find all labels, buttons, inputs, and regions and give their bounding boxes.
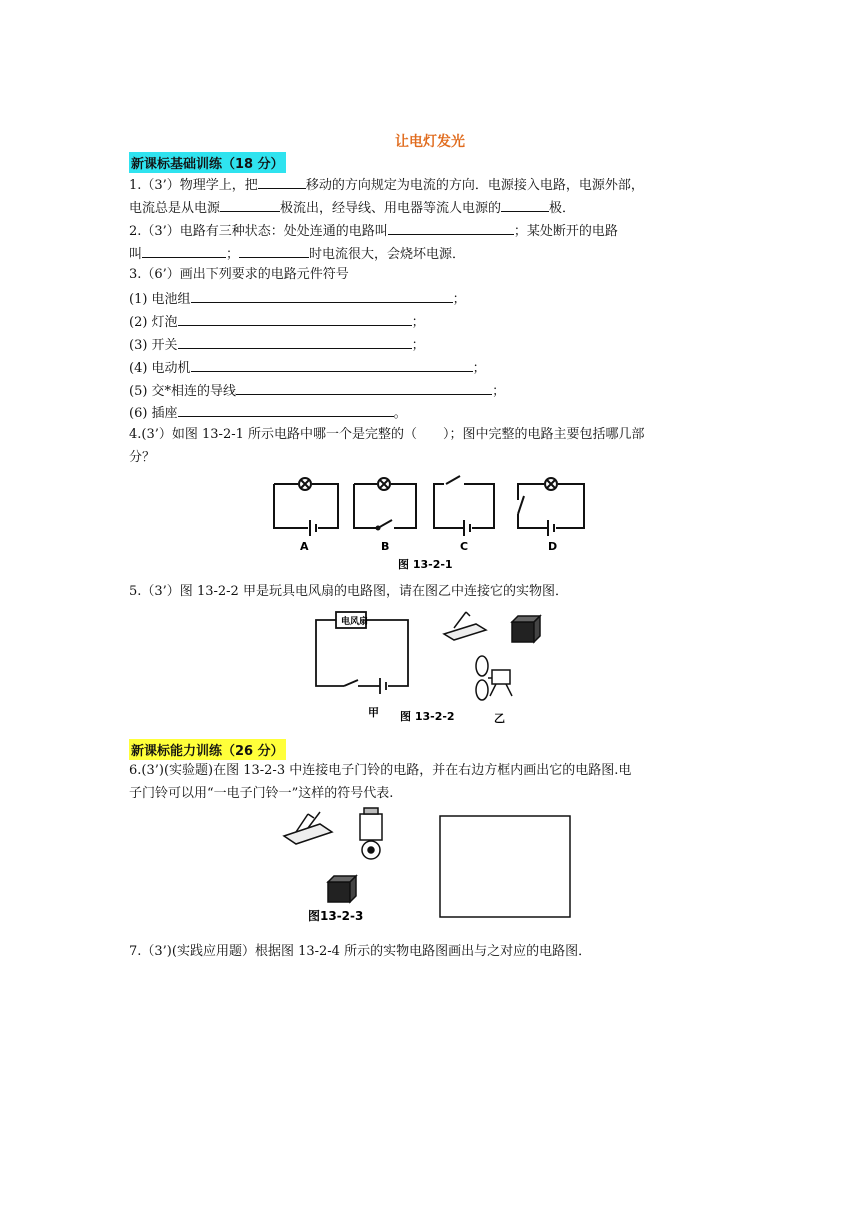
section-basic-training: 新课标基础训练（18 分）	[129, 152, 286, 173]
q3-item-label: (1) 电池组	[129, 292, 191, 307]
q3-item-2	[129, 311, 425, 333]
circuit-d	[518, 478, 584, 536]
q6-line2: 子门铃可以用“一电子门铃一”这样的符号代表.	[129, 786, 394, 801]
q3-item-1	[129, 288, 466, 310]
q3-stem: 3.（6’）画出下列要求的电路元件符号	[129, 267, 349, 282]
q3-item-5	[129, 380, 505, 402]
option-c-label: C	[460, 540, 469, 553]
q2-text-b: ；某处断开的电路	[513, 224, 618, 239]
q3-item-end: 。	[393, 406, 407, 421]
q2-line2	[129, 243, 465, 265]
figure-caption: 图13-2-3	[308, 909, 364, 923]
q3-item-label: (5) 交*相连的导线	[129, 384, 237, 399]
fan-motor-icon	[476, 656, 512, 700]
q3-item-end: ；	[492, 384, 506, 399]
q1-text-e: 极．	[549, 201, 576, 216]
circuit-c	[434, 476, 494, 536]
answer-box[interactable]	[440, 816, 570, 917]
doorbell-icon	[360, 808, 382, 859]
figure-13-2-3	[280, 806, 580, 930]
q3-item-6	[129, 402, 407, 424]
q1-blank-1[interactable]	[258, 174, 306, 189]
q3-item-end: ；	[452, 292, 466, 307]
figure-label-right: 乙	[494, 712, 505, 725]
knife-switch-icon	[444, 612, 486, 640]
q2-blank-3[interactable]	[239, 243, 309, 258]
q3-blank-5[interactable]	[236, 380, 492, 395]
q1-line2	[129, 197, 575, 219]
q3-blank-6[interactable]	[178, 402, 394, 417]
q2-blank-2[interactable]	[142, 243, 226, 258]
page-title: 让电灯发光	[395, 134, 465, 150]
figure-13-2-2	[306, 604, 556, 728]
q3-item-4	[129, 357, 486, 379]
figure-caption: 图 13-2-1	[398, 558, 453, 571]
circuit-b	[354, 478, 416, 530]
q2-text-c: 叫	[129, 247, 143, 262]
q2-text-d: ；	[226, 247, 240, 262]
q6-line1: 6.(3’)(实验题)在图 13-2-3 中连接电子门铃的电路，并在右边方框内画出它的电路图.电	[129, 763, 632, 778]
option-d-label: D	[548, 540, 558, 553]
q1-text-c: 电流总是从电源	[129, 201, 221, 216]
q2-line1	[129, 220, 618, 242]
knife-switch-icon	[284, 812, 332, 844]
circuit-a	[274, 478, 338, 536]
fan-box-label: 电风扇	[341, 617, 369, 627]
q1-line1	[129, 174, 644, 196]
q3-item-label: (6) 插座	[129, 406, 178, 421]
q3-blank-1[interactable]	[191, 288, 453, 303]
q3-item-label: (3) 开关	[129, 338, 178, 353]
q5-line1: 5.（3’）图 13-2-2 甲是玩具电风扇的电路图，请在图乙中连接它的实物图．	[129, 584, 568, 599]
q3-item-end: ；	[472, 361, 486, 376]
q1-text-b: 移动的方向规定为电流的方向．电源接入电路，电源外部，	[305, 178, 644, 193]
q3-item-end: ；	[411, 338, 425, 353]
q3-item-3	[129, 334, 425, 356]
q1-text-d: 极流出，经导线、用电器等流人电源的	[280, 201, 502, 216]
battery-block-icon	[512, 616, 540, 642]
switch-icon	[446, 476, 460, 484]
q4-line2: 分？	[129, 450, 156, 465]
figure-13-2-1	[268, 470, 592, 572]
q4-line1: 4.(3’）如图 13-2-1 所示电路中哪一个是完整的（ ）；图中完整的电路主要包括哪几部	[129, 427, 645, 442]
q3-item-label: (4) 电动机	[129, 361, 191, 376]
q1-blank-2[interactable]	[220, 197, 280, 212]
section-ability-training: 新课标能力训练（26 分）	[129, 739, 286, 760]
q3-item-label: (2) 灯泡	[129, 315, 178, 330]
figure-label-left: 甲	[368, 706, 379, 719]
q7-line1: 7.（3’)(实践应用题）根据图 13-2-4 所示的实物电路图画出与之对应的电路图．	[129, 944, 592, 959]
q1-blank-3[interactable]	[501, 197, 549, 212]
q2-blank-1[interactable]	[388, 220, 514, 235]
q2-text-e: 时电流很大，会烧坏电源．	[309, 247, 466, 262]
option-b-label: B	[381, 540, 390, 553]
option-a-label: A	[300, 540, 309, 553]
switch-icon	[344, 680, 358, 686]
figure-caption: 图 13-2-2	[400, 710, 455, 723]
battery-block-icon	[328, 876, 356, 902]
q2-text-a: 2.（3’）电路有三种状态：处处连通的电路叫	[129, 224, 388, 239]
q1-text-a: 1.（3’）物理学上，把	[129, 178, 258, 193]
q3-blank-4[interactable]	[191, 357, 473, 372]
q3-item-end: ；	[411, 315, 425, 330]
q3-blank-2[interactable]	[178, 311, 412, 326]
q3-blank-3[interactable]	[178, 334, 412, 349]
